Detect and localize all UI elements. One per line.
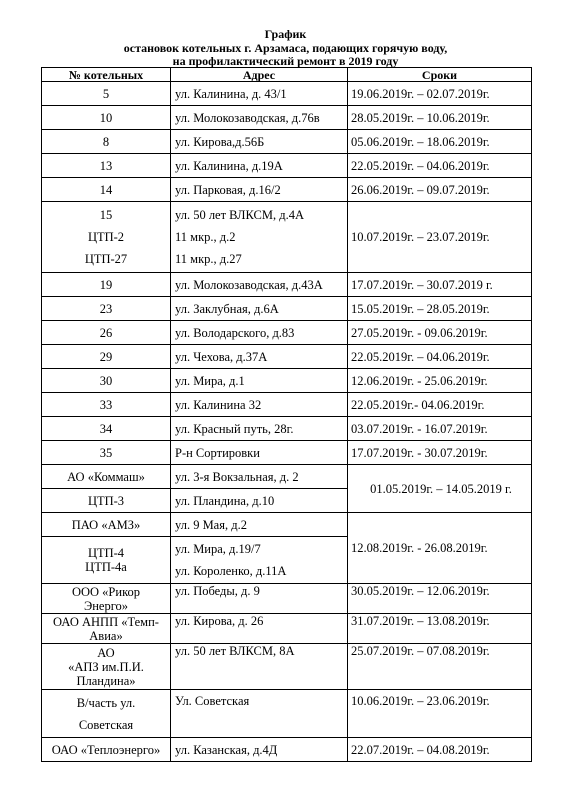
shutdown-period: 01.05.2019г. – 14.05.2019 г. [348, 465, 532, 513]
boiler-address: ул. Красный путь, 28г. [171, 417, 348, 441]
table-row [42, 130, 532, 154]
boiler-address: ул. Молокозаводская, д.76в [171, 106, 348, 130]
document-subtitle-line-1: остановок котельных г. Арзамаса, подающих горячую воду, [123, 41, 448, 55]
boiler-address: ул. 3-я Вокзальная, д. 2 [171, 465, 348, 489]
boiler-address: ул. Заклубная, д.6А [171, 297, 348, 321]
shutdown-period: 22.05.2019г. – 04.06.2019г. [348, 345, 532, 369]
boiler-address: ул. Пландина, д.10 [171, 489, 348, 513]
boiler-number [42, 690, 171, 738]
boiler-number: 34 [42, 417, 171, 441]
shutdown-period: 17.07.2019г. - 30.07.2019г. [348, 441, 532, 465]
document-title: График [264, 27, 307, 41]
boiler-address: ул. 50 лет ВЛКСМ, 8А [171, 644, 348, 690]
header-address: Адрес [171, 68, 348, 82]
boiler-number [42, 202, 171, 273]
boiler-number: 30 [42, 369, 171, 393]
boiler-address: ул. Кирова, д. 26 [171, 614, 348, 644]
shutdown-period: 12.06.2019г. - 25.06.2019г. [348, 369, 532, 393]
boiler-number-line: Пландина» [76, 673, 136, 688]
boiler-address: Ул. Советская [171, 690, 348, 738]
shutdown-period: 10.06.2019г. – 23.06.2019г. [348, 690, 532, 738]
table-row [42, 321, 532, 345]
address-line: ул. 50 лет ВЛКСМ, д.4А [175, 208, 305, 222]
table-row [42, 393, 532, 417]
boiler-number [42, 614, 171, 644]
boiler-address: ул. Калинина, д. 43/1 [171, 82, 348, 106]
address-line: 11 мкр., д.2 [175, 230, 236, 244]
boiler-address: ул. Кирова,д.56Б [171, 130, 348, 154]
boiler-number: 19 [42, 273, 171, 297]
table-row [42, 441, 532, 465]
table-row [42, 297, 532, 321]
boiler-number-line: ЦТП-4 [87, 546, 125, 560]
table-row [42, 106, 532, 130]
shutdown-period: 22.07.2019г. – 04.08.2019г. [348, 738, 532, 762]
boiler-address: ул. Мира, д.1 [171, 369, 348, 393]
boiler-number-line: Энерго» [83, 598, 129, 613]
shutdown-period: 10.07.2019г. – 23.07.2019г. [348, 202, 532, 273]
table-row [42, 690, 532, 738]
boiler-address: Р-н Сортировки [171, 441, 348, 465]
boiler-number: 26 [42, 321, 171, 345]
table-row [42, 584, 532, 614]
table-row [42, 738, 532, 762]
boiler-number: 14 [42, 178, 171, 202]
shutdown-period: 26.06.2019г. – 09.07.2019г. [348, 178, 532, 202]
boiler-number [42, 584, 171, 614]
shutdown-period: 25.07.2019г. – 07.08.2019г. [348, 644, 532, 690]
table-row [42, 154, 532, 178]
header-dates: Сроки [348, 68, 532, 82]
boiler-number: 29 [42, 345, 171, 369]
boiler-address [171, 202, 348, 273]
boiler-number [42, 537, 171, 584]
boiler-number: 13 [42, 154, 171, 178]
table-row [42, 345, 532, 369]
address-line: ул. Мира, д.19/7 [175, 542, 261, 556]
table-row [42, 273, 532, 297]
boiler-number: 23 [42, 297, 171, 321]
boiler-address [171, 537, 348, 584]
boiler-number: АО «Коммаш» [42, 465, 171, 489]
schedule-table [41, 67, 532, 762]
boiler-address: ул. Володарского, д.83 [171, 321, 348, 345]
shutdown-period: 05.06.2019г. – 18.06.2019г. [348, 130, 532, 154]
table-row [42, 417, 532, 441]
boiler-address: ул. Калинина, д.19А [171, 154, 348, 178]
boiler-number-line: 15 [99, 208, 113, 222]
shutdown-period: 30.05.2019г. – 12.06.2019г. [348, 584, 532, 614]
shutdown-period: 15.05.2019г. – 28.05.2019г. [348, 297, 532, 321]
boiler-number-line: ЦТП-27 [84, 252, 128, 266]
boiler-number-line: Советская [78, 717, 134, 732]
shutdown-period: 27.05.2019г. - 09.06.2019г. [348, 321, 532, 345]
boiler-number-line: ЦТП-4а [85, 560, 127, 574]
table-row [42, 644, 532, 690]
shutdown-period: 31.07.2019г. – 13.08.2019г. [348, 614, 532, 644]
boiler-address: ул. Победы, д. 9 [171, 584, 348, 614]
table-row [42, 614, 532, 644]
table-row [42, 513, 532, 537]
boiler-number: ОАО «Теплоэнерго» [42, 738, 171, 762]
boiler-number-line: ООО «Рикор [71, 584, 141, 599]
table-row [42, 369, 532, 393]
boiler-number-line: «АПЗ им.П.И. [68, 659, 144, 674]
boiler-number-line: В/часть ул. [76, 695, 136, 710]
table-row [42, 82, 532, 106]
boiler-number: 33 [42, 393, 171, 417]
boiler-number [42, 644, 171, 690]
address-line: 11 мкр., д.27 [175, 252, 242, 266]
boiler-address: ул. Калинина 32 [171, 393, 348, 417]
address-line: ул. Короленко, д.11А [175, 564, 287, 578]
table-header-row [42, 68, 532, 82]
shutdown-period: 22.05.2019г.- 04.06.2019г. [348, 393, 532, 417]
boiler-number: ЦТП-3 [42, 489, 171, 513]
boiler-address: ул. Чехова, д.37А [171, 345, 348, 369]
header-number: № котельных [42, 68, 171, 82]
boiler-address: ул. Казанская, д.4Д [171, 738, 348, 762]
table-row [42, 178, 532, 202]
boiler-number-line: ЦТП-2 [87, 230, 125, 244]
boiler-number: 10 [42, 106, 171, 130]
shutdown-period: 28.05.2019г. – 10.06.2019г. [348, 106, 532, 130]
shutdown-period: 03.07.2019г. - 16.07.2019г. [348, 417, 532, 441]
shutdown-period: 12.08.2019г. - 26.08.2019г. [348, 513, 532, 584]
boiler-address: ул. Парковая, д.16/2 [171, 178, 348, 202]
shutdown-period: 22.05.2019г. – 04.06.2019г. [348, 154, 532, 178]
boiler-number-line: Авиа» [89, 628, 123, 643]
boiler-address: ул. Молокозаводская, д.43А [171, 273, 348, 297]
table-row [42, 465, 532, 489]
shutdown-period: 19.06.2019г. – 02.07.2019г. [348, 82, 532, 106]
boiler-number-line: АО [97, 645, 115, 660]
boiler-address: ул. 9 Мая, д.2 [171, 513, 348, 537]
table-row [42, 202, 532, 273]
shutdown-period: 17.07.2019г. – 30.07.2019 г. [348, 273, 532, 297]
boiler-number: 8 [42, 130, 171, 154]
boiler-number: ПАО «АМЗ» [42, 513, 171, 537]
boiler-number: 35 [42, 441, 171, 465]
document-subtitle-line-2: на профилактический ремонт в 2019 году [172, 54, 399, 68]
boiler-number: 5 [42, 82, 171, 106]
boiler-number-line: ОАО АНПП «Темп- [53, 614, 159, 629]
